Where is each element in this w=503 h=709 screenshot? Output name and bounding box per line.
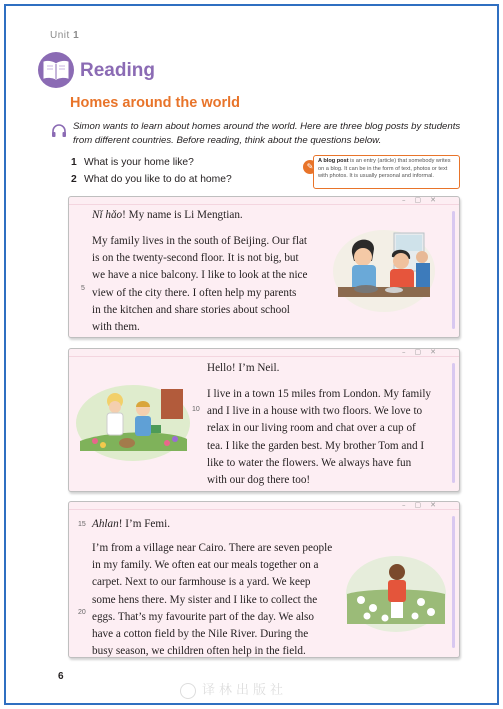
window-controls[interactable]: –▢✕ — [402, 348, 445, 356]
lesson-title: Homes around the world — [70, 95, 240, 111]
section-title: Reading — [80, 60, 155, 81]
blog-post-card-femi — [68, 501, 460, 658]
kitchen-illustration — [332, 227, 436, 313]
line-number: 5 — [81, 285, 85, 292]
line-number: 15 — [78, 521, 86, 528]
unit-label: Unit 1 — [50, 30, 80, 41]
scrollbar[interactable] — [452, 211, 455, 329]
scrollbar[interactable] — [452, 363, 455, 483]
blog-post-note: A blog post is an entry (article) that somebody writes on a blog. It can be in the form of text, photos or text with photos. It is usually personal and informal. — [313, 155, 460, 189]
post-greeting: Hello! I’m Neil. — [207, 362, 280, 374]
garden-illustration — [75, 381, 191, 463]
blog-post-card-neil — [68, 348, 460, 492]
scrollbar[interactable] — [452, 516, 455, 648]
window-titlebar — [69, 502, 459, 510]
line-number: 10 — [192, 406, 200, 413]
line-number: 20 — [78, 609, 86, 616]
post-greeting: Nǐ hǎo! My name is Li Mengtian. — [92, 209, 243, 221]
blog-post-card-li — [68, 196, 460, 338]
window-titlebar — [69, 197, 459, 205]
post-body: I’m from a village near Cairo. There are seven people in my family. We often eat our meals together on a carpet. Next to our farmhouse is a yard. We keep some hens there. My sister and I like to collect the eggs. That’s my favourite part of the day. We also have a cotton field by the Nile River. During the busy season, we children often help in the field. — [92, 542, 333, 658]
window-controls[interactable]: –▢✕ — [402, 196, 445, 204]
open-book-icon — [38, 52, 74, 88]
publisher-watermark: 译林出版社 — [180, 679, 287, 699]
intro-text: Simon wants to learn about homes around the world. Here are three blog posts by students from different countries. Before reading, think about the questions below. — [73, 121, 461, 146]
question-2: 2 What do you like to do at home? — [71, 174, 232, 185]
window-titlebar — [69, 349, 459, 357]
cotton-field-illustration — [345, 554, 447, 634]
question-1: 1 What is your home like? — [71, 157, 194, 168]
post-body: My family lives in the south of Beijing. Our flat is on the twenty-second floor. It is not big, but we have a nice balcony. I like to look at the nice view of the city there. I often help my parents in the kitchen and share stories about school with them. — [92, 235, 308, 334]
window-controls[interactable]: –▢✕ — [402, 501, 445, 509]
headphones-icon[interactable] — [51, 123, 67, 139]
note-icon: ✎ — [303, 160, 317, 174]
post-body: I live in a town 15 miles from London. My family and I live in a house with two floors. We love to relax in our living room and chat over a cup of tea. I like the garden best. My brother Tom and I like to water the flowers. We always have fun with our dog there too! — [207, 388, 432, 487]
post-greeting: Ahlan! I’m Femi. — [92, 518, 171, 530]
page-number: 6 — [58, 671, 64, 682]
publisher-logo-icon — [180, 683, 196, 699]
